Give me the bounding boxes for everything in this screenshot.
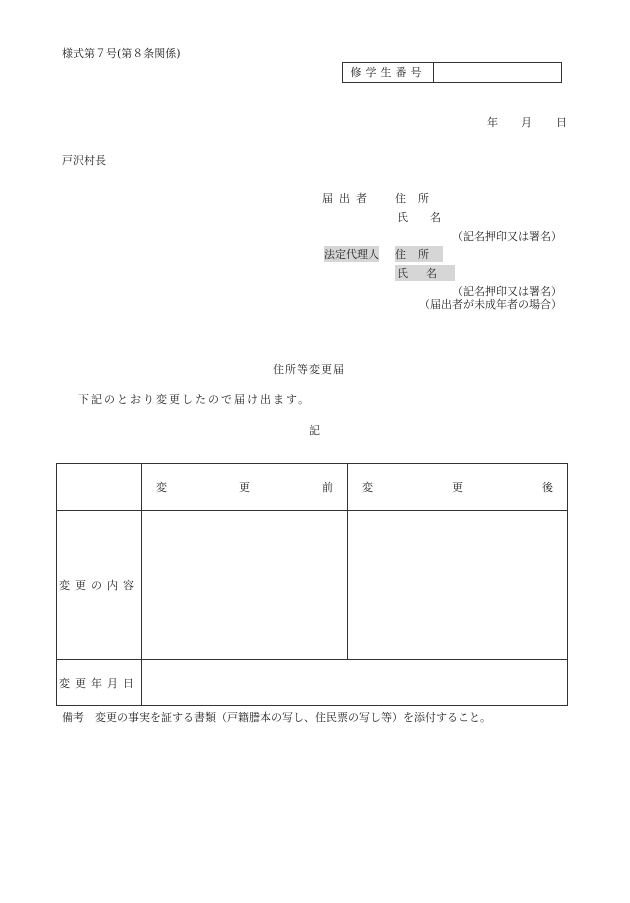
header-after-char: 後 (542, 481, 553, 494)
table-corner-cell (57, 464, 142, 511)
date-month: 月 (521, 116, 532, 129)
ki-label: 記 (309, 424, 320, 437)
student-number-label: 修学生番号 (343, 63, 434, 82)
student-number-box (342, 62, 562, 83)
header-before-char: 更 (239, 481, 250, 494)
applicant-label: 届出者 (322, 192, 373, 205)
before-contents-cell[interactable] (142, 511, 348, 660)
form-title: 住所等変更届 (273, 363, 345, 376)
table-row-date (57, 660, 568, 706)
remarks: 備考 変更の事実を証する書類（戸籍謄本の写し、住民票の写し等）を添付すること。 (62, 711, 491, 724)
row-contents-label: 変更の内容 (57, 511, 142, 660)
after-contents-cell[interactable] (348, 511, 568, 660)
date-year: 年 (487, 116, 498, 129)
header-after-char: 変 (362, 481, 373, 494)
header-before-char: 前 (322, 481, 333, 494)
recipient: 戸沢村長 (62, 154, 106, 167)
row-date-label: 変更年月日 (57, 660, 142, 706)
minor-note: （届出者が未成年者の場合） (419, 298, 562, 311)
applicant-address-label: 住所 (395, 192, 441, 205)
student-number-field[interactable] (435, 63, 560, 82)
representative-label: 法定代理人 (324, 248, 379, 261)
representative-seal-note: （記名押印又は署名） (452, 285, 562, 298)
change-date-cell[interactable] (142, 660, 568, 706)
applicant-seal-note: （記名押印又は署名） (452, 230, 562, 243)
header-after-char: 更 (452, 481, 463, 494)
applicant-name-label: 氏名 (397, 211, 463, 224)
header-before-char: 変 (156, 481, 167, 494)
form-number: 様式第７号(第８条関係) (62, 47, 181, 60)
intro-text: 下記のとおり変更したので届け出ます。 (78, 393, 312, 406)
change-table (56, 463, 568, 706)
table-row-contents (57, 511, 568, 660)
representative-name-label: 氏名 (397, 267, 455, 280)
header-after-cell (348, 464, 568, 511)
representative-address-label: 住所 (395, 248, 441, 261)
date-day: 日 (556, 116, 567, 129)
header-before-cell (142, 464, 348, 511)
table-header-row (57, 464, 568, 511)
